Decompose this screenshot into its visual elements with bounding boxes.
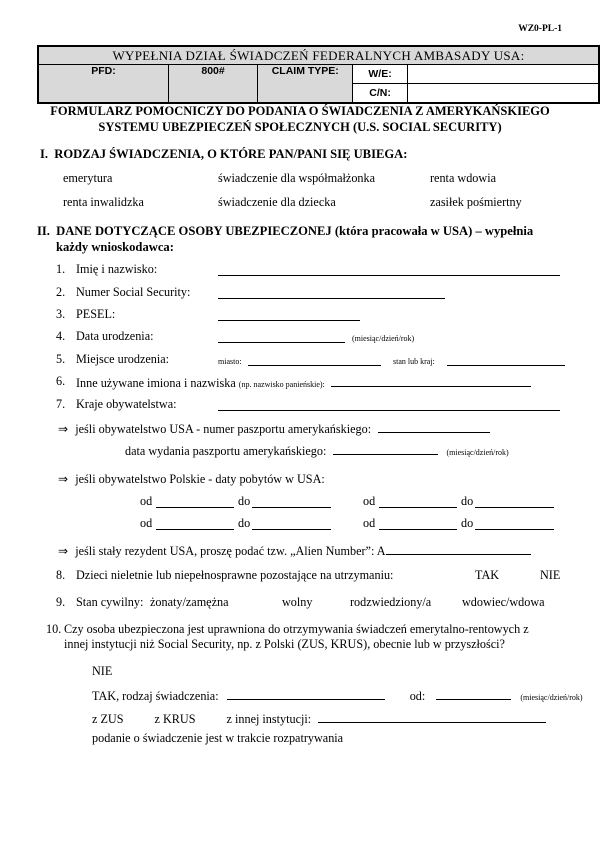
birth-city-field-line[interactable] <box>248 352 381 366</box>
od-label: od <box>140 516 153 530</box>
usa-citizenship-text: jeśli obywatelstwo USA - numer paszportu amerykańskiego: <box>75 422 372 436</box>
item-9-label: Stan cywilny: <box>76 595 144 609</box>
option-zasilek-posmiertny[interactable]: zasiłek pośmiertny <box>430 195 522 209</box>
item-7-number: 7. <box>56 397 66 411</box>
do-label: do <box>238 516 251 530</box>
pension-source-row <box>92 710 546 726</box>
option-divorced[interactable]: rodzwiedziony/a <box>350 595 432 609</box>
stay-from-field-line[interactable] <box>156 494 234 508</box>
do-label: do <box>461 494 474 508</box>
option-zus[interactable]: z ZUS <box>92 712 124 726</box>
section1-number: I. <box>40 147 49 161</box>
stay-from-field-line[interactable] <box>156 516 234 530</box>
city-label: miasto: <box>218 357 242 366</box>
option-krus[interactable]: z KRUS <box>154 712 196 726</box>
item-2-number: 2. <box>56 285 66 299</box>
state-country-label: stan lub kraj: <box>393 357 435 366</box>
stay-to-field-line[interactable] <box>252 494 331 508</box>
item-1-label: Imię i nazwisko: <box>76 262 158 276</box>
polish-citizenship-row <box>58 472 325 486</box>
arrow-icon: ⇒ <box>58 472 69 486</box>
stay-from-field-line[interactable] <box>379 494 457 508</box>
option-pension-yes[interactable]: TAK, rodzaj świadczenia: <box>92 689 219 703</box>
item-6-hint: (np. nazwisko panieńskie): <box>238 380 325 389</box>
pension-date-format-hint: (miesiąc/dzień/rok) <box>520 693 583 702</box>
option-renta-wdowia[interactable]: renta wdowia <box>430 171 496 185</box>
ssn-field-line[interactable] <box>218 285 445 299</box>
item-10-question-line1: Czy osoba ubezpieczona jest uprawniona do otrzymywania świadczeń emerytalno-rentowych z <box>64 622 529 636</box>
claim-type-cell[interactable]: CLAIM TYPE: <box>258 65 353 104</box>
embassy-banner: WYPEŁNIA DZIAŁ ŚWIADCZEŃ FEDERALNYCH AMBASADY USA: <box>38 46 599 65</box>
name-field-line[interactable] <box>218 262 560 276</box>
option-other-institution[interactable]: z innej instytucji: <box>226 712 312 726</box>
stay-to-field-line[interactable] <box>475 516 554 530</box>
passport-date-text: data wydania paszportu amerykańskiego: <box>125 444 327 458</box>
form-code: WZ0-PL-1 <box>518 24 562 34</box>
pfd-cell[interactable]: PFD: <box>38 65 168 104</box>
stay-from-field-line[interactable] <box>379 516 457 530</box>
option-married[interactable]: żonaty/zamężna <box>150 595 229 609</box>
item-6-label-text: Inne używane imiona i nazwiska <box>76 376 236 390</box>
item-7-label: Kraje obywatelstwa: <box>76 397 177 411</box>
alien-number-row <box>58 542 531 558</box>
pension-start-date-field-line[interactable] <box>436 687 511 700</box>
pesel-field-line[interactable] <box>218 307 360 321</box>
item-4-label: Data urodzenia: <box>76 329 154 343</box>
section2-heading-line1 <box>37 224 533 238</box>
other-names-field-line[interactable] <box>331 374 531 387</box>
option-emerytura[interactable]: emerytura <box>63 171 113 185</box>
item-4-date-format-hint: (miesiąc/dzień/rok) <box>352 334 415 343</box>
option-swiadczenie-wspolmalzonka[interactable]: świadczenie dla współmałżonka <box>218 171 376 185</box>
item-10-number: 10. <box>46 622 62 636</box>
pension-od-label: od: <box>409 689 426 703</box>
embassy-header-table <box>37 45 600 104</box>
option-children-no[interactable]: NIE <box>540 568 561 582</box>
do-label: do <box>238 494 251 508</box>
other-institution-field-line[interactable] <box>318 710 546 723</box>
form-title-line2: SYSTEMU UBEZPIECZEŃ SPOŁECZNYCH (U.S. SOCIAL SECURITY) <box>98 120 502 134</box>
item-4-number: 4. <box>56 329 66 343</box>
passport-date-format-hint: (miesiąc/dzień/rok) <box>446 448 509 457</box>
item-1-number: 1. <box>56 262 66 276</box>
number-800-cell[interactable]: 800# <box>168 65 257 104</box>
alien-number-text: jeśli stały rezydent USA, proszę podać tzw. „Alien Number”: A <box>75 544 386 558</box>
passport-date-row <box>125 442 509 460</box>
section1-heading-text: RODZAJ ŚWIADCZENIA, O KTÓRE PAN/PANI SIĘ UBIEGA: <box>54 147 408 161</box>
item-5-label: Miejsce urodzenia: <box>76 352 170 366</box>
stay-to-field-line[interactable] <box>475 494 554 508</box>
option-application-pending[interactable]: podanie o świadczenie jest w trakcie rozpatrywania <box>92 731 344 745</box>
item-8-number: 8. <box>56 568 66 582</box>
pension-yes-row <box>92 687 583 705</box>
cn-label: C/N: <box>353 84 407 104</box>
pension-type-field-line[interactable] <box>227 687 385 700</box>
arrow-icon: ⇒ <box>58 544 69 558</box>
birth-state-field-line[interactable] <box>447 352 565 366</box>
section2-heading-line2: każdy wnioskodawca: <box>56 240 174 254</box>
od-label: od <box>140 494 153 508</box>
cn-value-cell[interactable] <box>407 84 599 104</box>
item-3-label: PESEL: <box>76 307 116 321</box>
option-widowed[interactable]: wdowiec/wdowa <box>462 595 545 609</box>
polish-citizenship-text: jeśli obywatelstwo Polskie - daty pobytów w USA: <box>75 472 325 486</box>
item-6-label <box>76 374 531 392</box>
birthdate-field-line[interactable] <box>218 329 345 343</box>
section1-heading <box>40 147 407 161</box>
arrow-icon: ⇒ <box>58 422 69 436</box>
option-pension-no[interactable]: NIE <box>92 664 113 678</box>
form-title-line1: FORMULARZ POMOCNICZY DO PODANIA O ŚWIADCZENIA Z AMERYKAŃSKIEGO <box>50 104 550 118</box>
alien-number-field-line[interactable] <box>386 542 531 555</box>
usa-citizenship-row <box>58 420 490 436</box>
od-label: od <box>363 516 376 530</box>
citizenship-field-line[interactable] <box>218 397 560 411</box>
we-value-cell[interactable] <box>407 65 599 84</box>
passport-issue-date-field-line[interactable] <box>333 442 438 455</box>
item-3-number: 3. <box>56 307 66 321</box>
section2-heading-text: DANE DOTYCZĄCE OSOBY UBEZPIECZONEJ (która pracowała w USA) – wypełnia <box>56 224 534 238</box>
option-single[interactable]: wolny <box>282 595 313 609</box>
we-label: W/E: <box>353 65 407 84</box>
item-6-number: 6. <box>56 374 66 388</box>
item-10-question-line2: innej instytucji niż Social Security, np. z Polski (ZUS, KRUS), obecnie lub w przyszłości? <box>64 637 505 651</box>
do-label: do <box>461 516 474 530</box>
us-passport-number-field-line[interactable] <box>378 420 490 433</box>
item-5-number: 5. <box>56 352 66 366</box>
od-label: od <box>363 494 376 508</box>
option-children-yes[interactable]: TAK <box>475 568 500 582</box>
stay-to-field-line[interactable] <box>252 516 331 530</box>
item-8-label: Dzieci nieletnie lub niepełnosprawne pozostające na utrzymaniu: <box>76 568 394 582</box>
option-renta-inwalidzka[interactable]: renta inwalidzka <box>63 195 144 209</box>
option-swiadczenie-dziecka[interactable]: świadczenie dla dziecka <box>218 195 336 209</box>
section2-number: II. <box>37 224 50 238</box>
item-9-number: 9. <box>56 595 66 609</box>
item-2-label: Numer Social Security: <box>76 285 191 299</box>
